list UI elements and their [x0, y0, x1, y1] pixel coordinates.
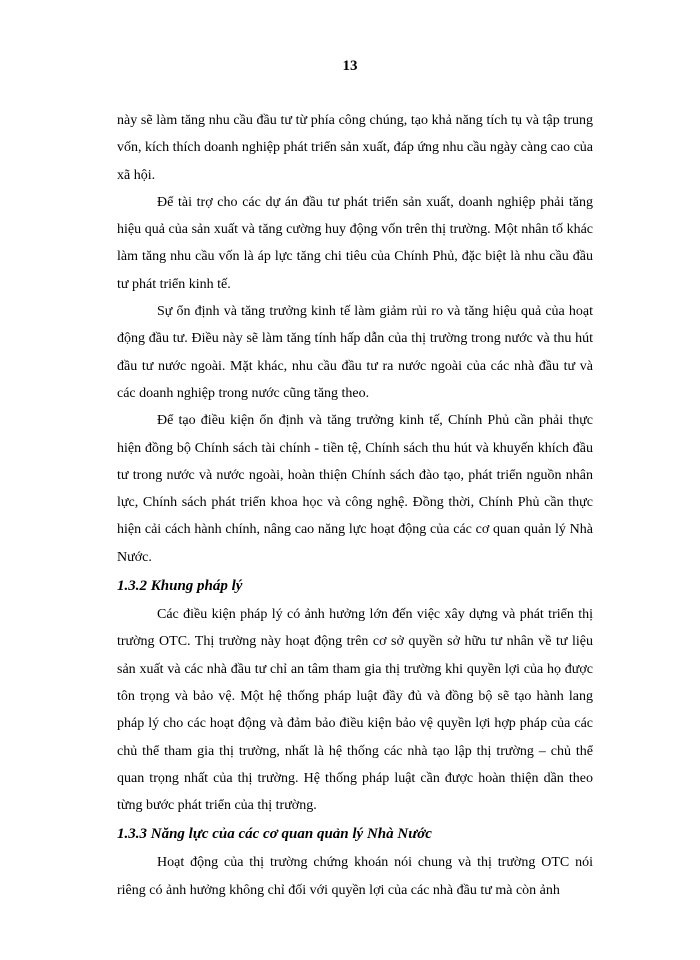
paragraph-stability: Sự ổn định và tăng trưởng kinh tế làm giảm rủi ro và tăng hiệu quả của hoạt động đầu tư. Điều này sẽ làm tăng tính hấp dẫn của thị trường trong nước và thu hút đầu tư nước ngoài. Mặt khác, nhu cầu đầu tư ra nước ngoài của các nhà đầu tư và các doanh nghiệp trong nước cũng tăng theo.	[117, 304, 593, 401]
document-body	[117, 107, 593, 904]
paragraph-state-capacity: Hoạt động của thị trường chứng khoán nói chung và thị trường OTC nói riêng có ảnh hưởng không chỉ đối với quyền lợi của các nhà đầu tư mà còn ảnh	[117, 855, 593, 898]
section-heading-legal-framework: 1.3.2 Khung pháp lý	[117, 578, 243, 595]
paragraph-funding: Để tài trợ cho các dự án đầu tư phát triển sản xuất, doanh nghiệp phải tăng hiệu quả của sản xuất và tăng cường huy động vốn trên thị trường. Một nhân tố khác làm tăng nhu cầu vốn là áp lực tăng chi tiêu của Chính Phủ, đặc biệt là nhu cầu đầu tư phát triển kinh tế.	[117, 194, 593, 292]
paragraph-legal-framework: Các điều kiện pháp lý có ảnh hưởng lớn đến việc xây dựng và phát triển thị trường OTC. Thị trường này hoạt động trên cơ sở quyền sở hữu tư nhân về tư liệu sản xuất và các nhà đầu tư chỉ an tâm tham gia thị trường khi quyền lợi của họ được tôn trọng và bảo vệ. Một hệ thống pháp luật đầy đủ và đồng bộ sẽ tạo hành lang pháp lý cho các hoạt động và đảm bảo điều kiện bảo vệ quyền lợi hợp pháp của các chủ thể tham gia thị trường, nhất là hệ thống các nhà tạo lập thị trường – chủ thể quan trọng nhất của thị trường. Hệ thống pháp luật cần được hoàn thiện dần theo từng bước phát triển của thị trường.	[117, 607, 593, 814]
section-heading-state-capacity: 1.3.3 Năng lực của các cơ quan quản lý Nhà Nước	[117, 826, 432, 843]
page-number: 13	[342, 58, 358, 74]
paragraph-continuation: này sẽ làm tăng nhu cầu đầu tư từ phía công chúng, tạo khả năng tích tụ và tập trung vốn, kích thích doanh nghiệp phát triển sản xuất, đáp ứng nhu cầu ngày càng cao của xã hội.	[117, 113, 593, 183]
paragraph-government-policy: Để tạo điều kiện ổn định và tăng trưởng kinh tế, Chính Phủ cần phải thực hiện đồng bộ Chính sách tài chính - tiền tệ, Chính sách thu hút và khuyến khích đầu tư trong nước và nước ngoài, hoàn thiện Chính sách đào tạo, phát triển nguồn nhân lực, Chính sách phát triển khoa học và công nghệ. Đồng thời, Chính Phủ cần thực hiện cải cách hành chính, nâng cao năng lực hoạt động của các cơ quan quản lý Nhà Nước.	[117, 413, 593, 565]
